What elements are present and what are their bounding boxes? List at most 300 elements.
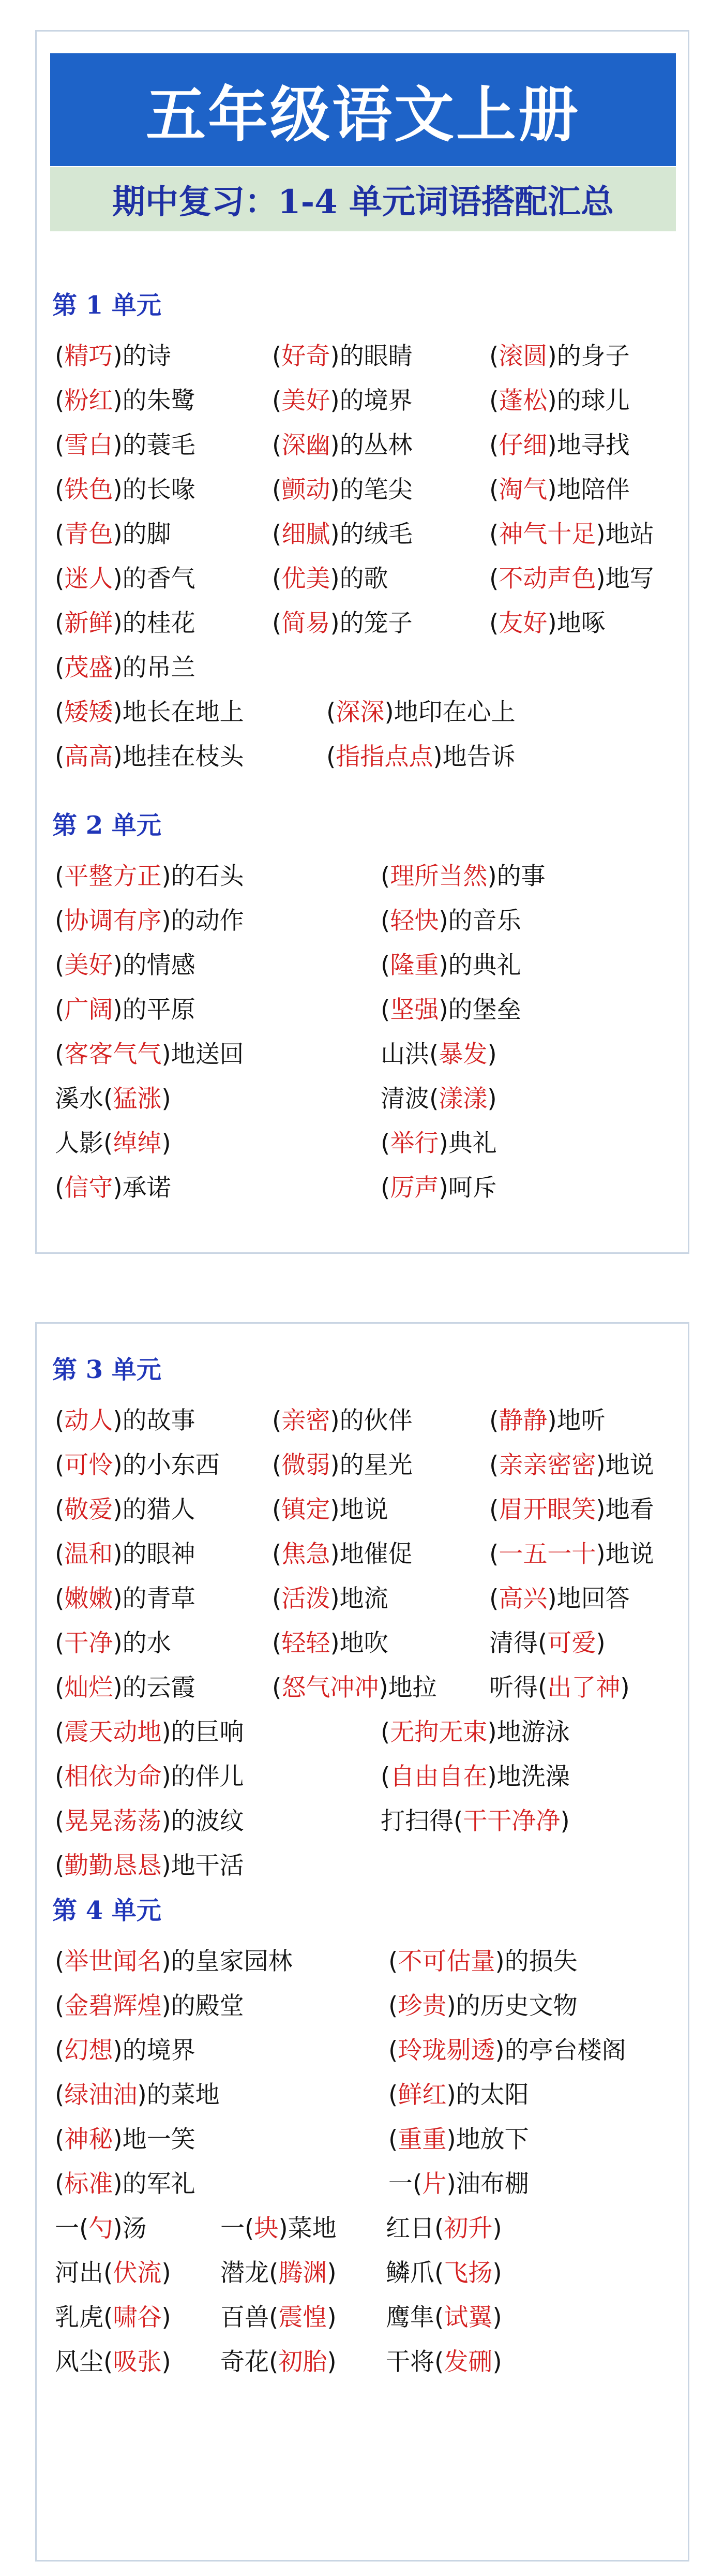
phrase-item bbox=[381, 1121, 497, 1166]
phrase-text: )的石头 bbox=[161, 862, 244, 891]
phrase-row bbox=[55, 1443, 675, 1488]
phrase-text: ( bbox=[272, 565, 282, 593]
phrase-item bbox=[55, 1799, 244, 1844]
phrase-text: ( bbox=[55, 907, 65, 935]
phrase-item bbox=[55, 557, 195, 601]
phrase-text: ( bbox=[55, 1040, 65, 1069]
phrase-text: ( bbox=[489, 342, 499, 371]
answer-word: 精巧 bbox=[64, 342, 113, 371]
phrase-text: )的平原 bbox=[113, 996, 195, 1024]
phrase-row bbox=[55, 899, 675, 943]
phrase-item bbox=[220, 2296, 337, 2340]
answer-word: 震天动地 bbox=[64, 1718, 162, 1746]
phrase-text: ( bbox=[326, 743, 336, 771]
answer-word: 动人 bbox=[64, 1407, 113, 1435]
answer-word: 神秘 bbox=[64, 2125, 113, 2154]
phrase-text: 干将( bbox=[386, 2348, 444, 2376]
phrase-text: ( bbox=[489, 1540, 499, 1568]
phrase-text: ( bbox=[489, 431, 499, 460]
phrase-item bbox=[381, 988, 521, 1032]
phrase-text: ( bbox=[381, 907, 390, 935]
answer-word: 灿烂 bbox=[64, 1674, 113, 1702]
phrase-text: ( bbox=[272, 1407, 282, 1435]
answer-word: 腾渊 bbox=[278, 2259, 327, 2287]
phrase-row bbox=[55, 601, 675, 646]
phrase-row bbox=[55, 1755, 675, 1799]
answer-word: 轻轻 bbox=[281, 1629, 330, 1657]
phrase-text: ( bbox=[55, 996, 65, 1024]
card-top bbox=[35, 30, 689, 1254]
phrase-text: ) bbox=[620, 1674, 630, 1702]
answer-word: 绿油油 bbox=[64, 2081, 138, 2109]
phrase-text: ( bbox=[272, 387, 282, 415]
answer-word: 新鲜 bbox=[64, 609, 113, 638]
phrase-item bbox=[55, 334, 171, 379]
phrase-text: ( bbox=[55, 1585, 65, 1613]
phrase-text: )的吊兰 bbox=[113, 654, 195, 682]
phrase-item bbox=[381, 899, 521, 943]
phrase-item bbox=[55, 1121, 171, 1166]
answer-word: 镇定 bbox=[281, 1496, 330, 1524]
phrase-text: 鳞爪( bbox=[386, 2259, 444, 2287]
phrase-text: ( bbox=[55, 951, 65, 980]
phrase-item bbox=[489, 601, 606, 646]
phrase-item bbox=[55, 1710, 244, 1755]
phrase-text: )呵斥 bbox=[439, 1174, 497, 1202]
answer-word: 无拘无束 bbox=[390, 1718, 488, 1746]
phrase-text: ) bbox=[327, 2348, 337, 2376]
page-title: 五年级语文上册 bbox=[50, 53, 676, 166]
phrase-text: )的绒毛 bbox=[330, 520, 413, 549]
phrase-item bbox=[489, 1488, 654, 1532]
phrase-item bbox=[55, 2296, 171, 2340]
phrase-text: ( bbox=[489, 520, 499, 549]
phrase-text: ( bbox=[381, 862, 390, 891]
phrase-row bbox=[55, 988, 675, 1032]
phrase-row bbox=[55, 379, 675, 423]
answer-word: 可怜 bbox=[64, 1451, 113, 1479]
phrase-text: ( bbox=[489, 565, 499, 593]
phrase-item bbox=[55, 2162, 195, 2207]
phrase-row bbox=[55, 1666, 675, 1710]
phrase-text: ( bbox=[489, 387, 499, 415]
phrase-text: )的伴儿 bbox=[161, 1763, 244, 1791]
phrase-text: ) bbox=[492, 2348, 502, 2376]
phrase-item bbox=[55, 1844, 244, 1888]
answer-word: 铁色 bbox=[64, 476, 113, 504]
phrase-text: )的境界 bbox=[113, 2036, 195, 2065]
phrase-text: )的歌 bbox=[330, 565, 388, 593]
phrase-row bbox=[55, 468, 675, 512]
phrase-text: 一( bbox=[220, 2214, 254, 2243]
phrase-text: ( bbox=[381, 951, 390, 980]
phrase-row bbox=[55, 1488, 675, 1532]
phrase-item bbox=[388, 1940, 578, 1984]
phrase-text: ) bbox=[161, 1129, 171, 1158]
phrase-item bbox=[55, 1077, 171, 1121]
phrase-text: )的音乐 bbox=[439, 907, 521, 935]
phrase-text: ) bbox=[161, 1085, 171, 1113]
phrase-item bbox=[55, 854, 244, 899]
phrase-text: ( bbox=[489, 1451, 499, 1479]
phrase-item bbox=[272, 512, 413, 557]
phrase-item bbox=[55, 899, 244, 943]
answer-word: 怒气冲冲 bbox=[281, 1674, 379, 1702]
phrase-text: ( bbox=[55, 431, 65, 460]
phrase-item bbox=[220, 2340, 337, 2385]
phrase-text: 河出( bbox=[55, 2259, 113, 2287]
phrase-item bbox=[55, 2118, 195, 2162]
phrase-row bbox=[55, 1166, 675, 1210]
answer-word: 伏流 bbox=[113, 2259, 162, 2287]
phrase-text: )的亭台楼阁 bbox=[495, 2036, 626, 2065]
phrase-row bbox=[55, 1621, 675, 1666]
answer-word: 鲜红 bbox=[398, 2081, 447, 2109]
phrase-text: ( bbox=[55, 1852, 65, 1880]
phrase-text: 清得( bbox=[489, 1629, 548, 1657]
phrase-text: ( bbox=[489, 1585, 499, 1613]
phrase-item bbox=[55, 2251, 171, 2296]
phrase-row bbox=[55, 423, 675, 468]
phrase-text: ( bbox=[55, 565, 65, 593]
phrase-item bbox=[55, 379, 195, 423]
answer-word: 厉声 bbox=[390, 1174, 439, 1202]
phrase-row bbox=[55, 1532, 675, 1577]
phrase-text: ( bbox=[381, 996, 390, 1024]
phrase-text: )的丛林 bbox=[330, 431, 413, 460]
phrase-text: ) bbox=[492, 2303, 502, 2332]
phrase-row bbox=[55, 1844, 675, 1888]
phrase-text: )的小东西 bbox=[113, 1451, 220, 1479]
phrase-item bbox=[489, 1621, 606, 1666]
phrase-row bbox=[55, 2296, 675, 2340]
answer-word: 绰绰 bbox=[113, 1129, 162, 1158]
phrase-item bbox=[381, 854, 546, 899]
phrase-item bbox=[489, 468, 630, 512]
answer-word: 雪白 bbox=[64, 431, 113, 460]
answer-word: 干干净净 bbox=[463, 1807, 561, 1835]
phrase-text: )地陪伴 bbox=[547, 476, 630, 504]
phrase-text: )的香气 bbox=[113, 565, 195, 593]
answer-word: 块 bbox=[254, 2214, 279, 2243]
phrase-text: )的朱鹭 bbox=[113, 387, 195, 415]
phrase-text: ( bbox=[272, 1540, 282, 1568]
phrase-text: ) bbox=[492, 2259, 502, 2287]
phrase-text: )的损失 bbox=[495, 1947, 578, 1976]
phrase-text: )的云霞 bbox=[113, 1674, 195, 1702]
answer-word: 飞扬 bbox=[444, 2259, 493, 2287]
phrase-row bbox=[55, 2029, 675, 2073]
answer-word: 幻想 bbox=[64, 2036, 113, 2065]
phrase-text: )的身子 bbox=[547, 342, 630, 371]
phrase-text: ) bbox=[327, 2259, 337, 2287]
answer-word: 坚强 bbox=[390, 996, 439, 1024]
phrase-text: ) bbox=[596, 1629, 606, 1657]
phrase-text: ) bbox=[487, 1040, 497, 1069]
phrase-text: ( bbox=[55, 2081, 65, 2109]
phrase-text: ( bbox=[55, 743, 65, 771]
answer-word: 举世闻名 bbox=[64, 1947, 162, 1976]
phrase-text: ( bbox=[381, 1174, 390, 1202]
phrase-item bbox=[55, 468, 195, 512]
phrase-text: )的故事 bbox=[113, 1407, 195, 1435]
phrase-text: )的青草 bbox=[113, 1585, 195, 1613]
answer-word: 客客气气 bbox=[64, 1040, 162, 1069]
phrase-text: ( bbox=[381, 1718, 390, 1746]
phrase-text: )的脚 bbox=[113, 520, 171, 549]
phrase-item bbox=[272, 468, 413, 512]
phrase-item bbox=[55, 1032, 244, 1077]
phrase-item bbox=[386, 2207, 502, 2251]
phrase-row bbox=[55, 512, 675, 557]
card-bottom bbox=[35, 1322, 689, 2562]
phrase-row bbox=[55, 646, 675, 690]
answer-word: 相依为命 bbox=[64, 1763, 162, 1791]
phrase-text: )地写 bbox=[596, 565, 654, 593]
phrase-text: )地站 bbox=[596, 520, 654, 549]
answer-word: 好奇 bbox=[281, 342, 330, 371]
phrase-row bbox=[55, 2251, 675, 2296]
phrase-text: ( bbox=[55, 2170, 65, 2198]
phrase-text: )的太阳 bbox=[446, 2081, 529, 2109]
phrase-item bbox=[489, 557, 654, 601]
answer-word: 细腻 bbox=[281, 520, 330, 549]
phrase-item bbox=[55, 1984, 244, 2029]
phrase-item bbox=[489, 1399, 606, 1443]
phrase-text: )地挂在枝头 bbox=[113, 743, 244, 771]
phrase-text: ( bbox=[55, 609, 65, 638]
phrase-text: ( bbox=[489, 1407, 499, 1435]
answer-word: 美好 bbox=[281, 387, 330, 415]
answer-word: 活泼 bbox=[281, 1585, 330, 1613]
phrase-text: )的长喙 bbox=[113, 476, 195, 504]
phrase-item bbox=[272, 379, 413, 423]
phrase-row bbox=[55, 334, 675, 379]
phrase-text: ( bbox=[381, 1763, 390, 1791]
phrase-item bbox=[489, 1577, 630, 1621]
phrase-item bbox=[388, 1984, 578, 2029]
phrase-text: )的堡垒 bbox=[439, 996, 521, 1024]
phrase-text: ( bbox=[272, 1496, 282, 1524]
phrase-item bbox=[381, 1755, 570, 1799]
phrase-text: ( bbox=[272, 431, 282, 460]
phrase-text: ( bbox=[388, 2081, 398, 2109]
phrase-text: )的军礼 bbox=[113, 2170, 195, 2198]
phrase-text: ) bbox=[161, 2259, 171, 2287]
phrase-item bbox=[55, 735, 244, 779]
phrase-text: 风尘( bbox=[55, 2348, 113, 2376]
answer-word: 迷人 bbox=[64, 565, 113, 593]
phrase-text: )承诺 bbox=[113, 1174, 171, 1202]
phrase-item bbox=[55, 690, 244, 735]
answer-word: 不动声色 bbox=[499, 565, 596, 593]
phrase-item bbox=[489, 1443, 654, 1488]
answer-word: 焦急 bbox=[281, 1540, 330, 1568]
answer-word: 颤动 bbox=[281, 476, 330, 504]
phrase-text: )地干活 bbox=[161, 1852, 244, 1880]
phrase-text: )的境界 bbox=[330, 387, 413, 415]
answer-word: 吸张 bbox=[113, 2348, 162, 2376]
phrase-text: ( bbox=[272, 342, 282, 371]
answer-word: 初升 bbox=[444, 2214, 493, 2243]
phrase-item bbox=[220, 2207, 337, 2251]
phrase-text: )的水 bbox=[113, 1629, 171, 1657]
phrase-item bbox=[489, 379, 630, 423]
answer-word: 静静 bbox=[499, 1407, 548, 1435]
phrase-item bbox=[55, 423, 195, 468]
phrase-text: )的笼子 bbox=[330, 609, 413, 638]
phrase-text: )的球儿 bbox=[547, 387, 630, 415]
phrase-text: )的历史文物 bbox=[446, 1992, 578, 2020]
phrase-item bbox=[55, 601, 195, 646]
phrase-item bbox=[55, 1399, 195, 1443]
phrase-text: )地送回 bbox=[161, 1040, 244, 1069]
answer-word: 眉开眼笑 bbox=[499, 1496, 596, 1524]
phrase-row bbox=[55, 1399, 675, 1443]
phrase-item bbox=[386, 2251, 502, 2296]
phrase-row bbox=[55, 1710, 675, 1755]
phrase-text: ( bbox=[55, 654, 65, 682]
phrase-item bbox=[55, 1443, 220, 1488]
phrase-item bbox=[55, 988, 195, 1032]
answer-word: 隆重 bbox=[390, 951, 439, 980]
phrase-text: ( bbox=[55, 387, 65, 415]
phrase-text: )地长在地上 bbox=[113, 698, 244, 727]
phrase-text: )的星光 bbox=[330, 1451, 413, 1479]
phrase-item bbox=[55, 2073, 220, 2118]
answer-word: 亲密 bbox=[281, 1407, 330, 1435]
phrase-item bbox=[55, 512, 171, 557]
phrase-text: ( bbox=[55, 1947, 65, 1976]
phrase-text: 山洪( bbox=[381, 1040, 439, 1069]
phrase-row bbox=[55, 854, 675, 899]
answer-word: 广阔 bbox=[64, 996, 113, 1024]
phrase-text: ( bbox=[272, 520, 282, 549]
answer-word: 指指点点 bbox=[336, 743, 433, 771]
phrase-text: )油布棚 bbox=[446, 2170, 529, 2198]
phrase-item bbox=[55, 646, 195, 690]
phrase-text: ( bbox=[55, 1807, 65, 1835]
unit-heading: 第 2 单元 bbox=[52, 811, 161, 840]
phrase-text: ( bbox=[272, 1585, 282, 1613]
page-subtitle: 期中复习：1-4 单元词语搭配汇总 bbox=[50, 167, 676, 231]
phrase-item bbox=[272, 1577, 388, 1621]
phrase-item bbox=[55, 1940, 293, 1984]
phrase-text: 一( bbox=[55, 2214, 89, 2243]
phrase-item bbox=[55, 1488, 195, 1532]
phrase-text: 潜龙( bbox=[220, 2259, 279, 2287]
phrase-row bbox=[55, 1077, 675, 1121]
phrase-text: ( bbox=[55, 1718, 65, 1746]
phrase-text: ) bbox=[161, 2303, 171, 2332]
phrase-item bbox=[55, 1755, 244, 1799]
answer-word: 高高 bbox=[64, 743, 113, 771]
phrase-text: )菜地 bbox=[278, 2214, 337, 2243]
phrase-item bbox=[272, 1488, 388, 1532]
phrase-row bbox=[55, 2073, 675, 2118]
answer-word: 茂盛 bbox=[64, 654, 113, 682]
phrase-text: 清波( bbox=[381, 1085, 439, 1113]
phrase-item bbox=[386, 2296, 502, 2340]
answer-word: 亲亲密密 bbox=[499, 1451, 596, 1479]
phrase-text: )的菜地 bbox=[137, 2081, 220, 2109]
phrase-text: ( bbox=[55, 698, 65, 727]
answer-word: 自由自在 bbox=[390, 1763, 488, 1791]
phrase-text: )地说 bbox=[596, 1540, 654, 1568]
answer-word: 轻快 bbox=[390, 907, 439, 935]
phrase-text: ( bbox=[381, 1129, 390, 1158]
phrase-item bbox=[489, 1666, 630, 1710]
phrase-item bbox=[489, 423, 630, 468]
phrase-text: )地游泳 bbox=[487, 1718, 570, 1746]
phrase-text: ( bbox=[55, 1451, 65, 1479]
phrase-item bbox=[381, 943, 521, 988]
phrase-text: ( bbox=[489, 1496, 499, 1524]
phrase-text: ( bbox=[55, 1629, 65, 1657]
phrase-row bbox=[55, 1032, 675, 1077]
phrase-text: ( bbox=[55, 1407, 65, 1435]
answer-word: 可爱 bbox=[547, 1629, 596, 1657]
phrase-item bbox=[55, 943, 195, 988]
phrase-text: ( bbox=[55, 1992, 65, 2020]
phrase-text: 百兽( bbox=[220, 2303, 279, 2332]
phrase-row bbox=[55, 2207, 675, 2251]
phrase-item bbox=[388, 2118, 529, 2162]
phrase-row bbox=[55, 1577, 675, 1621]
phrase-text: ( bbox=[272, 1451, 282, 1479]
phrase-item bbox=[326, 735, 516, 779]
phrase-item bbox=[55, 1666, 195, 1710]
phrase-text: )地洗澡 bbox=[487, 1763, 570, 1791]
phrase-item bbox=[272, 1399, 413, 1443]
answer-word: 玲珑剔透 bbox=[398, 2036, 495, 2065]
answer-word: 深幽 bbox=[281, 431, 330, 460]
phrase-text: )的眼睛 bbox=[330, 342, 413, 371]
answer-word: 理所当然 bbox=[390, 862, 488, 891]
phrase-text: )的伙伴 bbox=[330, 1407, 413, 1435]
answer-word: 发硎 bbox=[444, 2348, 493, 2376]
phrase-row bbox=[55, 1121, 675, 1166]
phrase-text: )地啄 bbox=[547, 609, 606, 638]
phrase-row bbox=[55, 2118, 675, 2162]
phrase-item bbox=[272, 557, 388, 601]
phrase-text: )地寻找 bbox=[547, 431, 630, 460]
phrase-text: ( bbox=[388, 2036, 398, 2065]
phrase-item bbox=[381, 1799, 570, 1844]
phrase-item bbox=[489, 334, 630, 379]
phrase-text: )的蓑毛 bbox=[113, 431, 195, 460]
phrase-text: )的眼神 bbox=[113, 1540, 195, 1568]
phrase-text: ( bbox=[55, 2125, 65, 2154]
answer-word: 微弱 bbox=[281, 1451, 330, 1479]
phrase-text: )地一笑 bbox=[113, 2125, 195, 2154]
answer-word: 蓬松 bbox=[499, 387, 548, 415]
phrase-text: ( bbox=[388, 1947, 398, 1976]
phrase-item bbox=[220, 2251, 337, 2296]
phrase-text: 人影( bbox=[55, 1129, 113, 1158]
answer-word: 试翼 bbox=[444, 2303, 493, 2332]
phrase-row bbox=[55, 2162, 675, 2207]
phrase-text: )地听 bbox=[547, 1407, 606, 1435]
phrase-item bbox=[386, 2340, 502, 2385]
phrase-item bbox=[388, 2073, 529, 2118]
phrase-text: )的猎人 bbox=[113, 1496, 195, 1524]
phrase-text: )的典礼 bbox=[439, 951, 521, 980]
answer-word: 金碧辉煌 bbox=[64, 1992, 162, 2020]
answer-word: 晃晃荡荡 bbox=[64, 1807, 162, 1835]
phrase-text: )地流 bbox=[330, 1585, 388, 1613]
phrase-text: ( bbox=[55, 476, 65, 504]
